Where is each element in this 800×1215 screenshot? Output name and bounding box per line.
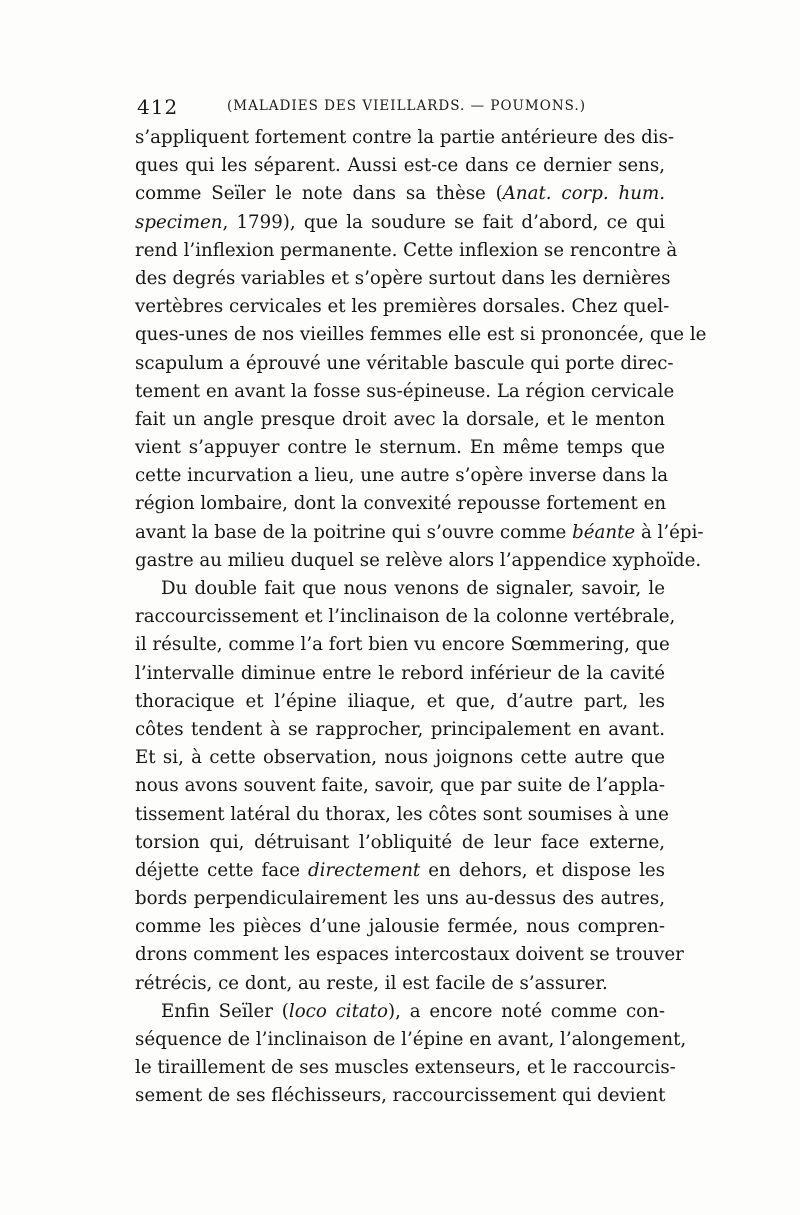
text-span: à l’épi- [635, 521, 704, 543]
text-span: des degrés variables et s’opère surtout dans les dernières [135, 267, 671, 289]
text-line [135, 293, 670, 321]
text-line [135, 490, 665, 518]
text-span: s’appliquent fortement contre la partie antérieure des dis- [135, 127, 675, 148]
text-span: torsion qui, détruisant l’obliquité de leur face externe, [135, 831, 665, 853]
text-span: scapulum a éprouvé une véritable bascule qui porte direc- [135, 352, 674, 374]
text-line [135, 829, 665, 857]
text-span: le tiraillement de ses muscles extenseurs, et le raccourcis- [135, 1057, 676, 1079]
text-span: ), a encore noté comme con- [388, 1000, 665, 1022]
text-line [135, 321, 707, 349]
text-line [135, 1026, 687, 1054]
text-line [135, 744, 665, 772]
text-span: rétrécis, ce dont, au reste, il est facile de s’assurer. [135, 972, 608, 994]
italic-text: specimen [135, 211, 223, 233]
text-span: Et si, à cette observation, nous joignons cette autre que [135, 747, 665, 769]
text-span: sement de ses fléchisseurs, raccourcissement qui devient [135, 1085, 666, 1107]
text-span: Du double fait que nous venons de signaler, savoir, le [161, 578, 665, 599]
text-line [135, 857, 665, 885]
text-line [135, 603, 676, 631]
text-span: région lombaire, dont la convexité repousse fortement en [135, 493, 667, 515]
italic-text: béante [572, 521, 636, 543]
text-span: comme les pièces d’une jalousie fermée, nous compren- [135, 916, 665, 938]
text-line [135, 716, 665, 744]
text-span: tement en avant la fosse sus-épineuse. La région cervicale [135, 380, 675, 402]
italic-text: directement [308, 859, 421, 881]
text-line [135, 1082, 665, 1110]
text-line [135, 801, 669, 829]
running-head: (MALADIES DES VIEILLARDS. — POUMONS.) [227, 98, 586, 114]
text-span: déjette cette face [135, 859, 309, 881]
text-span: drons comment les espaces intercostaux doivent se trouver [135, 944, 684, 966]
text-line [135, 434, 665, 462]
text-span: thoracique et l’épine iliaque, et que, d’autre part, les [135, 690, 665, 712]
text-span: séquence de l’inclinaison de l’épine en avant, l’alongement, [135, 1029, 687, 1050]
text-span: nous avons souvent faite, savoir, que par suite de l’appla- [135, 775, 665, 797]
text-line [135, 406, 665, 434]
text-line [135, 237, 678, 265]
body-text [135, 124, 707, 1111]
text-span: vient s’appuyer contre le sternum. En même temps que [135, 437, 665, 459]
text-line [135, 519, 704, 547]
text-span: vertèbres cervicales et les premières dorsales. Chez quel- [135, 296, 670, 318]
text-span: en dehors, et dispose les [420, 859, 665, 881]
text-line [135, 688, 665, 716]
italic-text: Anat. corp. hum. [502, 183, 665, 205]
text-line [135, 1054, 676, 1082]
text-line [135, 180, 665, 208]
text-span: fait un angle presque droit avec la dorsale, et le menton [135, 408, 665, 430]
text-span: côtes tendent à se rapprocher, principalement en avant. [135, 718, 665, 740]
text-line [135, 660, 665, 688]
text-line [135, 350, 674, 378]
text-line [135, 265, 671, 293]
text-span: bords perpendiculairement les uns au-dessus des autres, [135, 888, 665, 910]
text-span: ques qui les séparent. Aussi est-ce dans ce dernier sens, [135, 155, 665, 177]
text-line [135, 378, 675, 406]
text-span: ques-unes de nos vieilles femmes elle est si prononcée, que le [135, 324, 707, 346]
text-span: gastre au milieu duquel se relève alors l’appendice xyphoïde. [135, 549, 702, 571]
text-line [135, 772, 665, 800]
text-span: , 1799), que la soudure se fait d’abord, ce qui [222, 211, 665, 233]
text-line [135, 970, 665, 998]
text-line [135, 941, 684, 969]
text-span: il résulte, comme l’a fort bien vu encore Sœmmering, que [135, 634, 670, 656]
text-span: rend l’inflexion permanente. Cette inflexion se rencontre à [135, 239, 678, 261]
text-span: comme Seïler le note dans sa thèse ( [135, 183, 503, 205]
text-line [135, 575, 665, 603]
text-line [135, 547, 702, 575]
page-number: 412 [137, 95, 179, 119]
text-span: cette incurvation a lieu, une autre s’opère inverse dans la [135, 465, 669, 487]
text-span: l’intervalle diminue entre le rebord inférieur de la cavité [135, 662, 665, 684]
text-span: tissement latéral du thorax, les côtes sont soumises à une [135, 803, 669, 825]
text-line [135, 124, 675, 152]
text-line [135, 631, 670, 659]
page-header [137, 95, 677, 119]
text-line [135, 885, 665, 913]
text-line [135, 152, 665, 180]
text-line [135, 462, 669, 490]
text-line [135, 998, 665, 1026]
text-span: avant la base de la poitrine qui s’ouvre comme [135, 521, 573, 543]
text-line [135, 913, 665, 941]
text-span: raccourcissement et l’inclinaison de la colonne vertébrale, [135, 606, 676, 628]
text-line [135, 209, 665, 237]
italic-text: loco citato [288, 1000, 389, 1022]
text-span: Enfin Seïler ( [161, 1000, 289, 1022]
